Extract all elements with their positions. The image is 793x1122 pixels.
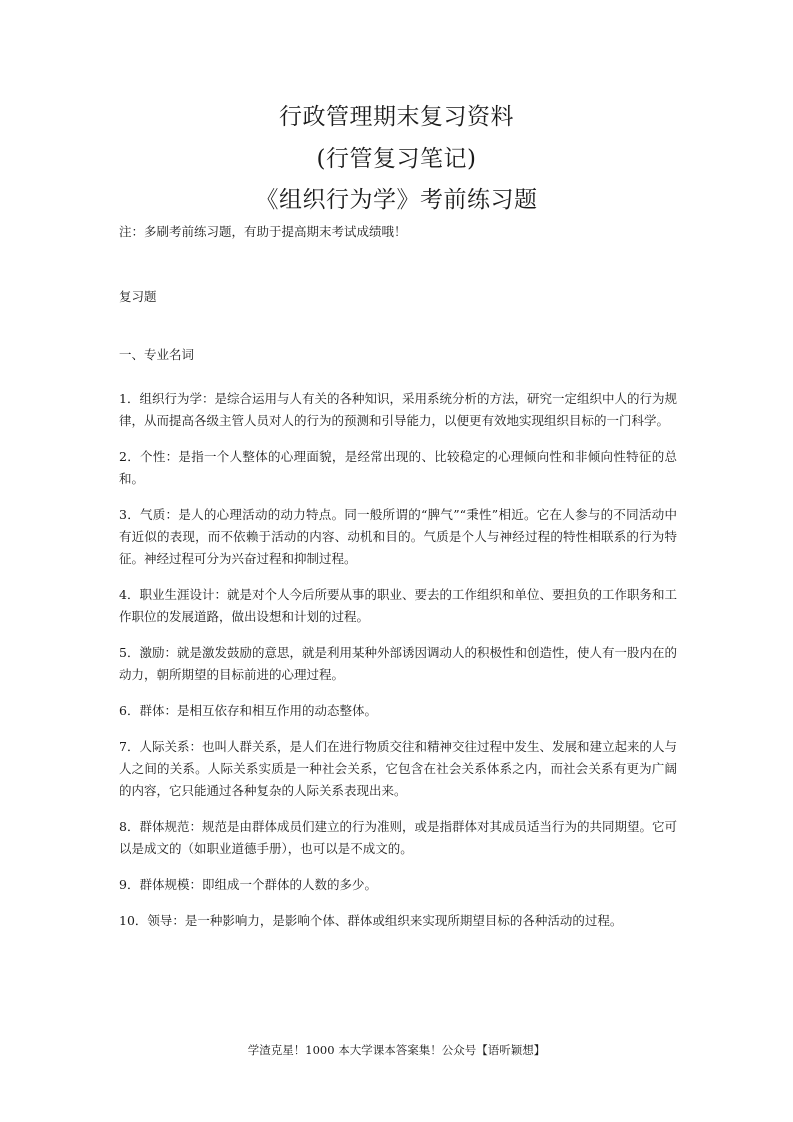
term-number: 10． bbox=[119, 913, 148, 928]
term-entry-9 bbox=[119, 874, 677, 896]
term-entry-6 bbox=[119, 700, 677, 722]
term-text: 气质：是人的心理活动的动力特点。同一般所谓的“脾气”“秉性”相近。它在人参与的不同活动中有近似的表现，而不依赖于活动的内容、动机和目的。气质是个人与神经过程的特性相联系的行为特征。神经过程可分为兴奋过程和抑制过程。 bbox=[119, 507, 677, 566]
section-title: 复习题 bbox=[119, 289, 157, 304]
note-text: 注：多刷考前练习题，有助于提高期末考试成绩哦！ bbox=[119, 224, 407, 239]
term-entry-1 bbox=[119, 388, 677, 432]
page-footer: 学渣克星！1000 本大学课本答案集！公众号【语听颖想】 bbox=[247, 1043, 546, 1057]
document-title: 行政管理期末复习资料 bbox=[279, 104, 514, 130]
term-text: 群体规模：即组成一个群体的人数的多少。 bbox=[139, 877, 377, 892]
term-entry-3 bbox=[119, 504, 677, 570]
term-number: 6． bbox=[119, 703, 140, 718]
term-entry-8 bbox=[119, 816, 677, 860]
term-text: 领导：是一种影响力，是影响个体、群体或组织来实现所期望目标的各种活动的过程。 bbox=[147, 913, 623, 928]
term-number: 5． bbox=[119, 645, 140, 660]
term-entry-5 bbox=[119, 642, 677, 686]
term-number: 3． bbox=[119, 507, 140, 522]
term-entry-2 bbox=[119, 446, 677, 490]
term-number: 8． bbox=[119, 819, 140, 834]
term-number: 7． bbox=[119, 739, 140, 754]
term-text: 人际关系：也叫人群关系，是人们在进行物质交往和精神交往过程中发生、发展和建立起来的人与人之间的关系。人际关系实质是一种社会关系，它包含在社会关系体系之内，而社会关系有更为广阔的内容，它只能通过各种复杂的人际关系表现出来。 bbox=[119, 739, 678, 798]
document-course-title: 《组织行为学》考前练习题 bbox=[255, 187, 538, 213]
term-text: 激励：就是激发鼓励的意思，就是利用某种外部诱因调动人的积极性和创造性，使人有一股内在的动力，朝所期望的目标前进的心理过程。 bbox=[119, 645, 678, 682]
subsection-title: 一、专业名词 bbox=[119, 347, 195, 362]
term-entry-7 bbox=[119, 736, 677, 802]
term-number: 1． bbox=[119, 391, 140, 406]
term-entry-10 bbox=[119, 910, 677, 932]
document-subtitle: (行管复习笔记) bbox=[316, 146, 477, 172]
term-number: 9． bbox=[119, 877, 140, 892]
term-text: 群体：是相互依存和相互作用的动态整体。 bbox=[139, 703, 377, 718]
term-text: 职业生涯设计：就是对个人今后所要从事的职业、要去的工作组织和单位、要担负的工作职务和工作职位的发展道路，做出设想和计划的过程。 bbox=[119, 587, 678, 624]
term-text: 群体规范：规范是由群体成员们建立的行为准则，或是指群体对其成员适当行为的共同期望。它可以是成文的（如职业道德手册），也可以是不成文的。 bbox=[119, 819, 678, 856]
term-number: 2． bbox=[119, 449, 141, 464]
term-text: 组织行为学：是综合运用与人有关的各种知识，采用系统分析的方法，研究一定组织中人的行为规律，从而提高各级主管人员对人的行为的预测和引导能力，以便更有效地实现组织目标的一门科学。 bbox=[119, 391, 678, 428]
term-text: 个性：是指一个人整体的心理面貌，是经常出现的、比较稳定的心理倾向性和非倾向性特征的总和。 bbox=[119, 449, 677, 486]
term-entry-4 bbox=[119, 584, 677, 628]
term-number: 4． bbox=[119, 587, 140, 602]
term-list bbox=[119, 388, 677, 946]
